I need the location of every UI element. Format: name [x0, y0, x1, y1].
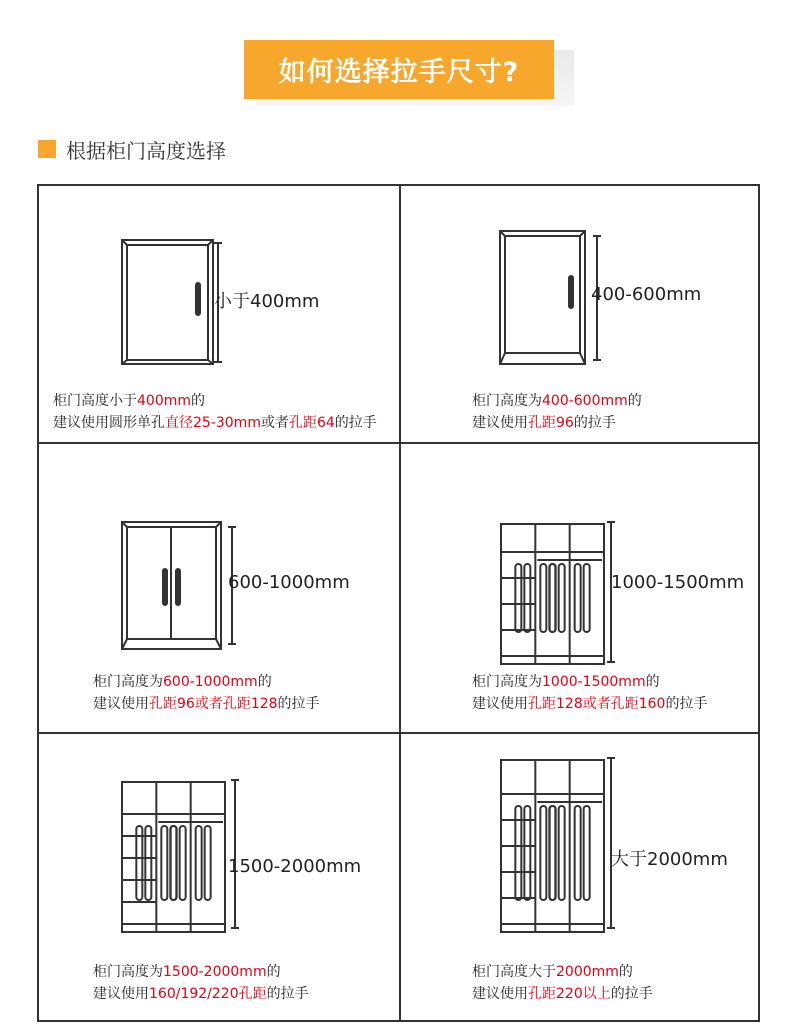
caption-text: 建议使用 — [93, 696, 149, 712]
hanging-garment-icon — [559, 806, 565, 900]
grid-cell-400-600 — [401, 186, 762, 442]
caption-line-1 — [93, 961, 309, 983]
caption-text: 的拉手 — [334, 415, 377, 431]
section-header — [38, 136, 226, 162]
highlight-text: 400-600mm — [542, 393, 628, 409]
hanging-garment-icon — [575, 806, 581, 900]
highlight-text: 孔距220以上 — [528, 986, 611, 1002]
caption-text: 建议使用 — [472, 415, 528, 431]
highlight-text: 孔距64 — [288, 415, 335, 431]
caption-text: 的 — [618, 964, 633, 980]
caption-text: 或者 — [260, 415, 289, 431]
hanging-garment-icon — [171, 826, 177, 900]
caption-text: 的拉手 — [610, 986, 653, 1002]
caption-line-2 — [93, 693, 320, 715]
caption-line-1 — [53, 390, 377, 412]
caption — [472, 961, 653, 1005]
grid-cell-over-2000 — [401, 734, 762, 1022]
caption-text: 的 — [627, 393, 642, 409]
wardrobe-frame — [501, 522, 615, 664]
dimension-label: 1000-1500mm — [611, 572, 745, 593]
grid-cell-1500-2000 — [39, 734, 399, 1022]
caption-text: 柜门高度大于 — [472, 964, 556, 980]
highlight-text: 1500-2000mm — [163, 964, 267, 980]
highlight-text: 160/192/220孔距 — [149, 986, 267, 1002]
highlight-text: 孔距128或者孔距160 — [528, 696, 666, 712]
wardrobe-frame — [122, 780, 239, 932]
caption — [53, 390, 377, 434]
hanging-garment-icon — [161, 826, 167, 900]
caption-line-1 — [472, 961, 653, 983]
highlight-text: 2000mm — [556, 964, 619, 980]
caption-text: 建议使用 — [93, 986, 149, 1002]
highlight-text: 400mm — [137, 393, 191, 409]
caption-text: 的拉手 — [665, 696, 708, 712]
dimension-label: 小于400mm — [214, 291, 320, 312]
wardrobe-outline — [501, 524, 604, 664]
title-banner — [244, 40, 568, 108]
dimension-label: 600-1000mm — [228, 572, 350, 593]
hanging-garment-icon — [145, 826, 151, 900]
caption-text: 的 — [191, 393, 205, 409]
hanging-garment-icon — [584, 806, 590, 900]
grid-cell-600-1000 — [39, 444, 399, 732]
wardrobe-frame — [501, 758, 615, 932]
caption-line-2 — [93, 983, 309, 1005]
hanging-garment-icon — [180, 826, 186, 900]
caption-line-1 — [472, 671, 707, 693]
caption-text: 建议使用 — [472, 986, 528, 1002]
caption-text: 的 — [257, 674, 272, 690]
caption — [93, 671, 320, 715]
hanging-garment-icon — [136, 826, 142, 900]
dimension-label: 大于2000mm — [611, 849, 728, 870]
highlight-text: 直径25-30mm — [165, 415, 261, 431]
caption — [472, 390, 642, 434]
banner-title: 如何选择拉手尺寸? — [244, 40, 554, 99]
caption-line-2 — [472, 983, 653, 1005]
caption-text: 柜门高度小于 — [53, 393, 137, 409]
caption-text: 的拉手 — [277, 696, 320, 712]
caption-line-1 — [93, 671, 320, 693]
section-title: 根据柜门高度选择 — [66, 138, 226, 163]
handle-size-grid — [37, 184, 760, 1022]
caption — [93, 961, 309, 1005]
hanging-garment-icon — [515, 564, 521, 632]
caption-line-2 — [472, 693, 707, 715]
hanging-garment-icon — [559, 564, 565, 632]
caption-text: 的 — [266, 964, 281, 980]
highlight-text: 孔距96或者孔距128 — [149, 696, 278, 712]
caption-line-2 — [53, 412, 377, 434]
caption-text: 的拉手 — [573, 415, 616, 431]
caption-line-2 — [472, 412, 642, 434]
dimension-label: 1500-2000mm — [228, 856, 362, 877]
hanging-garment-icon — [550, 806, 556, 900]
grid-cell-under-400 — [39, 186, 399, 442]
highlight-text: 1000-1500mm — [542, 674, 646, 690]
caption-line-1 — [472, 390, 642, 412]
hanging-garment-icon — [196, 826, 202, 900]
caption-text: 建议使用 — [472, 696, 528, 712]
hanging-garment-icon — [584, 564, 590, 632]
caption-text: 柜门高度为 — [93, 964, 163, 980]
highlight-text: 孔距96 — [528, 415, 574, 431]
caption-text: 的拉手 — [266, 986, 309, 1002]
hanging-garment-icon — [540, 564, 546, 632]
hanging-garment-icon — [540, 806, 546, 900]
section-marker-icon — [38, 140, 56, 158]
grid-cell-1000-1500 — [401, 444, 762, 732]
hanging-garment-icon — [205, 826, 211, 900]
caption-text: 建议使用圆形单孔 — [53, 415, 165, 431]
caption-text: 柜门高度为 — [93, 674, 163, 690]
hanging-garment-icon — [550, 564, 556, 632]
caption-text: 柜门高度为 — [472, 393, 542, 409]
hanging-garment-icon — [575, 564, 581, 632]
caption-text: 柜门高度为 — [472, 674, 542, 690]
caption-text: 的 — [645, 674, 660, 690]
dimension-label: 400-600mm — [591, 284, 702, 305]
highlight-text: 600-1000mm — [163, 674, 258, 690]
hanging-garment-icon — [524, 564, 530, 632]
caption — [472, 671, 707, 715]
